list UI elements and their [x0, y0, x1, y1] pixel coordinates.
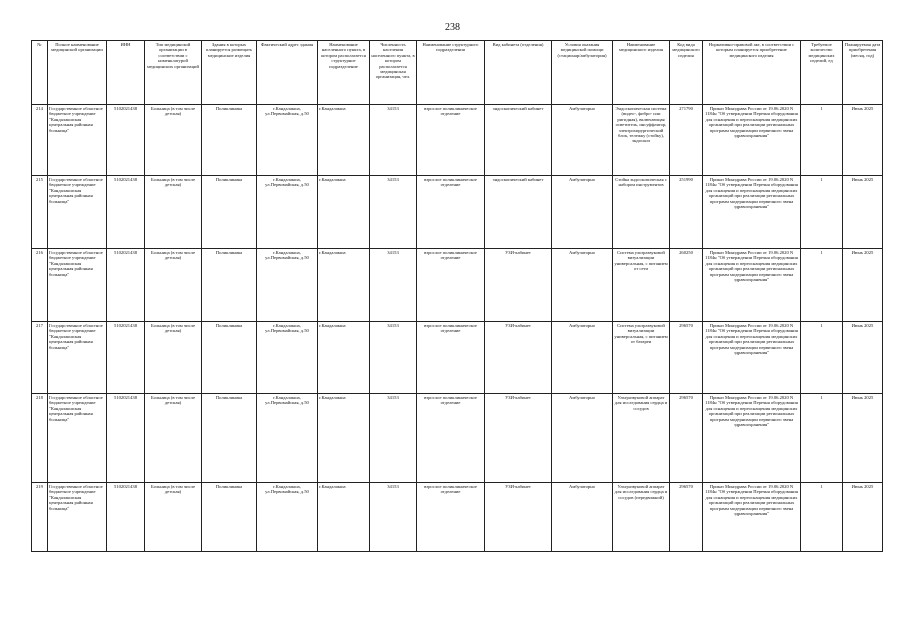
cell-inn: 5102021438: [107, 105, 145, 176]
cell-num: 217: [32, 322, 48, 394]
cell-inn: 5102021438: [107, 176, 145, 249]
cell-conditions: Амбулаторно: [552, 483, 613, 552]
table-row: [32, 176, 883, 249]
cell-locality: г.Кандалакша: [318, 483, 370, 552]
cell-population: 34153: [370, 249, 417, 322]
cell-org: Государственное областное бюджетное учреждение "Кандалакшская центральная районная больница": [48, 176, 107, 249]
table-row: [32, 105, 883, 176]
cell-qty: 1: [801, 176, 843, 249]
cell-type: Больница (в том числе детская): [145, 176, 202, 249]
cell-building: Поликлиника: [202, 105, 257, 176]
cell-act: Приказ Минздрава России от 19.06.2020 N 1184н "Об утверждении Перечня оборудования для оснащения и переоснащения медицинских организаций при реализации региональных программ модернизации первичного звена здравоохранения": [703, 394, 801, 483]
col-header-qty: Требуемое количество медицинских изделий, ед: [801, 41, 843, 105]
col-header-conditions: Условия оказания медицинской помощи (стационар/амбулатория): [552, 41, 613, 105]
cell-population: 34153: [370, 322, 417, 394]
cell-date: Июнь 2025: [843, 176, 883, 249]
cell-locality: г.Кандалакша: [318, 249, 370, 322]
cell-device: Ультразвуковой аппарат для исследования сердца и сосудов (передвижной): [613, 483, 670, 552]
cell-code: 260250: [670, 249, 703, 322]
cell-device: Ультразвуковой аппарат для исследования сердца и сосудов: [613, 394, 670, 483]
col-header-device: Наименование медицинского изделия: [613, 41, 670, 105]
cell-locality: г.Кандалакша: [318, 322, 370, 394]
cell-building: Поликлиника: [202, 394, 257, 483]
cell-cabinet: УЗИ-кабинет: [485, 249, 552, 322]
cell-cabinet: УЗИ-кабинет: [485, 322, 552, 394]
cell-qty: 1: [801, 105, 843, 176]
cell-address: г.Кандалакша, ул.Первомайская, д.50: [257, 394, 318, 483]
col-header-code: Код вида медицинского изделия: [670, 41, 703, 105]
col-header-population: Численность населения населенного пункта, в котором располагается медицинская организация, чел.: [370, 41, 417, 105]
cell-date: Июнь 2025: [843, 249, 883, 322]
cell-inn: 5102021438: [107, 394, 145, 483]
cell-act: Приказ Минздрава России от 19.06.2020 N 1184н "Об утверждении Перечня оборудования для оснащения и переоснащения медицинских организаций при реализации региональных программ модернизации первичного звена здравоохранения": [703, 483, 801, 552]
col-header-cabinet: Вид кабинета (отделения): [485, 41, 552, 105]
col-header-type: Тип медицинской организации в соответствии с номенклатурой медицинских организаций: [145, 41, 202, 105]
cell-code: 271790: [670, 105, 703, 176]
cell-unit: взрослое поликлиническое отделение: [417, 105, 485, 176]
cell-qty: 1: [801, 483, 843, 552]
cell-conditions: Амбулаторно: [552, 394, 613, 483]
cell-date: Июнь 2025: [843, 483, 883, 552]
cell-qty: 1: [801, 394, 843, 483]
cell-type: Больница (в том числе детская): [145, 249, 202, 322]
col-header-address: Фактический адрес здания: [257, 41, 318, 105]
col-header-building: Здания в которых планируется размещать медицинские изделия: [202, 41, 257, 105]
cell-act: Приказ Минздрава России от 19.06.2020 N 1184н "Об утверждении Перечня оборудования для оснащения и переоснащения медицинских организаций при реализации региональных программ модернизации первичного звена здравоохранения": [703, 105, 801, 176]
cell-num: 219: [32, 483, 48, 552]
cell-address: г.Кандалакша, ул.Первомайская, д.50: [257, 176, 318, 249]
cell-num: 215: [32, 176, 48, 249]
col-header-act: Нормативно-правовой акт, в соответствии с которым планируется приобретение медицинского изделия: [703, 41, 801, 105]
col-header-unit: Наименование структурного подразделения: [417, 41, 485, 105]
equipment-table: [31, 40, 883, 552]
cell-unit: взрослое поликлиническое отделение: [417, 394, 485, 483]
cell-inn: 5102021438: [107, 249, 145, 322]
cell-qty: 1: [801, 249, 843, 322]
table-row: [32, 483, 883, 552]
cell-unit: взрослое поликлиническое отделение: [417, 483, 485, 552]
cell-device: Система ультразвуковой визуализации универсальная, с питанием от батареи: [613, 322, 670, 394]
cell-act: Приказ Минздрава России от 19.06.2020 N 1184н "Об утверждении Перечня оборудования для оснащения и переоснащения медицинских организаций при реализации региональных программ модернизации первичного звена здравоохранения": [703, 249, 801, 322]
cell-cabinet: УЗИ-кабинет: [485, 483, 552, 552]
cell-population: 34153: [370, 483, 417, 552]
table-row: [32, 249, 883, 322]
cell-device: Система ультразвуковой визуализации универсальная, с питанием от сети: [613, 249, 670, 322]
cell-address: г.Кандалакша, ул.Первомайская, д.50: [257, 483, 318, 552]
cell-conditions: Амбулаторно: [552, 176, 613, 249]
cell-conditions: Амбулаторно: [552, 249, 613, 322]
cell-locality: г.Кандалакша: [318, 176, 370, 249]
cell-cabinet: эндоскопический кабинет: [485, 105, 552, 176]
cell-locality: г.Кандалакша: [318, 394, 370, 483]
cell-cabinet: УЗИ-кабинет: [485, 394, 552, 483]
table-row: [32, 322, 883, 394]
cell-code: 296570: [670, 483, 703, 552]
cell-type: Больница (в том числе детская): [145, 105, 202, 176]
cell-num: 216: [32, 249, 48, 322]
cell-inn: 5102021438: [107, 483, 145, 552]
cell-code: 296570: [670, 394, 703, 483]
col-header-org: Полное наименование медицинской организации: [48, 41, 107, 105]
cell-device: Стойка эндоскопическая с набором инструментов: [613, 176, 670, 249]
cell-population: 34153: [370, 176, 417, 249]
cell-building: Поликлиника: [202, 483, 257, 552]
cell-building: Поликлиника: [202, 249, 257, 322]
cell-org: Государственное областное бюджетное учреждение "Кандалакшская центральная районная больница": [48, 394, 107, 483]
cell-org: Государственное областное бюджетное учреждение "Кандалакшская центральная районная больница": [48, 322, 107, 394]
cell-act: Приказ Минздрава России от 19.06.2020 N 1184н "Об утверждении Перечня оборудования для оснащения и переоснащения медицинских организаций при реализации региональных программ модернизации первичного звена здравоохранения": [703, 176, 801, 249]
cell-date: Июнь 2025: [843, 322, 883, 394]
cell-conditions: Амбулаторно: [552, 322, 613, 394]
cell-unit: взрослое поликлиническое отделение: [417, 322, 485, 394]
table-row: [32, 394, 883, 483]
header-row: [32, 41, 883, 105]
col-header-locality: Наименование населенного пункта, в котором располагается структурное подразделение: [318, 41, 370, 105]
cell-num: 218: [32, 394, 48, 483]
cell-org: Государственное областное бюджетное учреждение "Кандалакшская центральная районная больница": [48, 105, 107, 176]
cell-date: Июнь 2025: [843, 105, 883, 176]
cell-building: Поликлиника: [202, 176, 257, 249]
col-header-inn: ИНН: [107, 41, 145, 105]
cell-date: Июнь 2025: [843, 394, 883, 483]
cell-act: Приказ Минздрава России от 19.06.2020 N 1184н "Об утверждении Перечня оборудования для оснащения и переоснащения медицинских организаций при реализации региональных программ модернизации первичного звена здравоохранения": [703, 322, 801, 394]
cell-population: 34153: [370, 394, 417, 483]
cell-building: Поликлиника: [202, 322, 257, 394]
cell-unit: взрослое поликлиническое отделение: [417, 176, 485, 249]
cell-code: 251990: [670, 176, 703, 249]
cell-conditions: Амбулаторно: [552, 105, 613, 176]
cell-unit: взрослое поликлиническое отделение: [417, 249, 485, 322]
cell-address: г.Кандалакша, ул.Первомайская, д.50: [257, 249, 318, 322]
cell-device: Эндоскопическая система (видео-, фибро- или ригидная), включающая осветитель, инсуффлятор, электрохирургический блок, тележку (стойку), эндоскоп: [613, 105, 670, 176]
col-header-num: №: [32, 41, 48, 105]
cell-population: 34153: [370, 105, 417, 176]
cell-inn: 5102021438: [107, 322, 145, 394]
cell-org: Государственное областное бюджетное учреждение "Кандалакшская центральная районная больница": [48, 249, 107, 322]
cell-org: Государственное областное бюджетное учреждение "Кандалакшская центральная районная больница": [48, 483, 107, 552]
cell-address: г.Кандалакша, ул.Первомайская, д.50: [257, 105, 318, 176]
col-header-date: Планируемая дата приобретения (месяц, год): [843, 41, 883, 105]
cell-num: 214: [32, 105, 48, 176]
page-number: 238: [445, 22, 460, 33]
cell-type: Больница (в том числе детская): [145, 322, 202, 394]
cell-cabinet: эндоскопический кабинет: [485, 176, 552, 249]
cell-type: Больница (в том числе детская): [145, 394, 202, 483]
cell-code: 296570: [670, 322, 703, 394]
cell-address: г.Кандалакша, ул.Первомайская, д.50: [257, 322, 318, 394]
cell-locality: г.Кандалакша: [318, 105, 370, 176]
cell-qty: 1: [801, 322, 843, 394]
cell-type: Больница (в том числе детская): [145, 483, 202, 552]
